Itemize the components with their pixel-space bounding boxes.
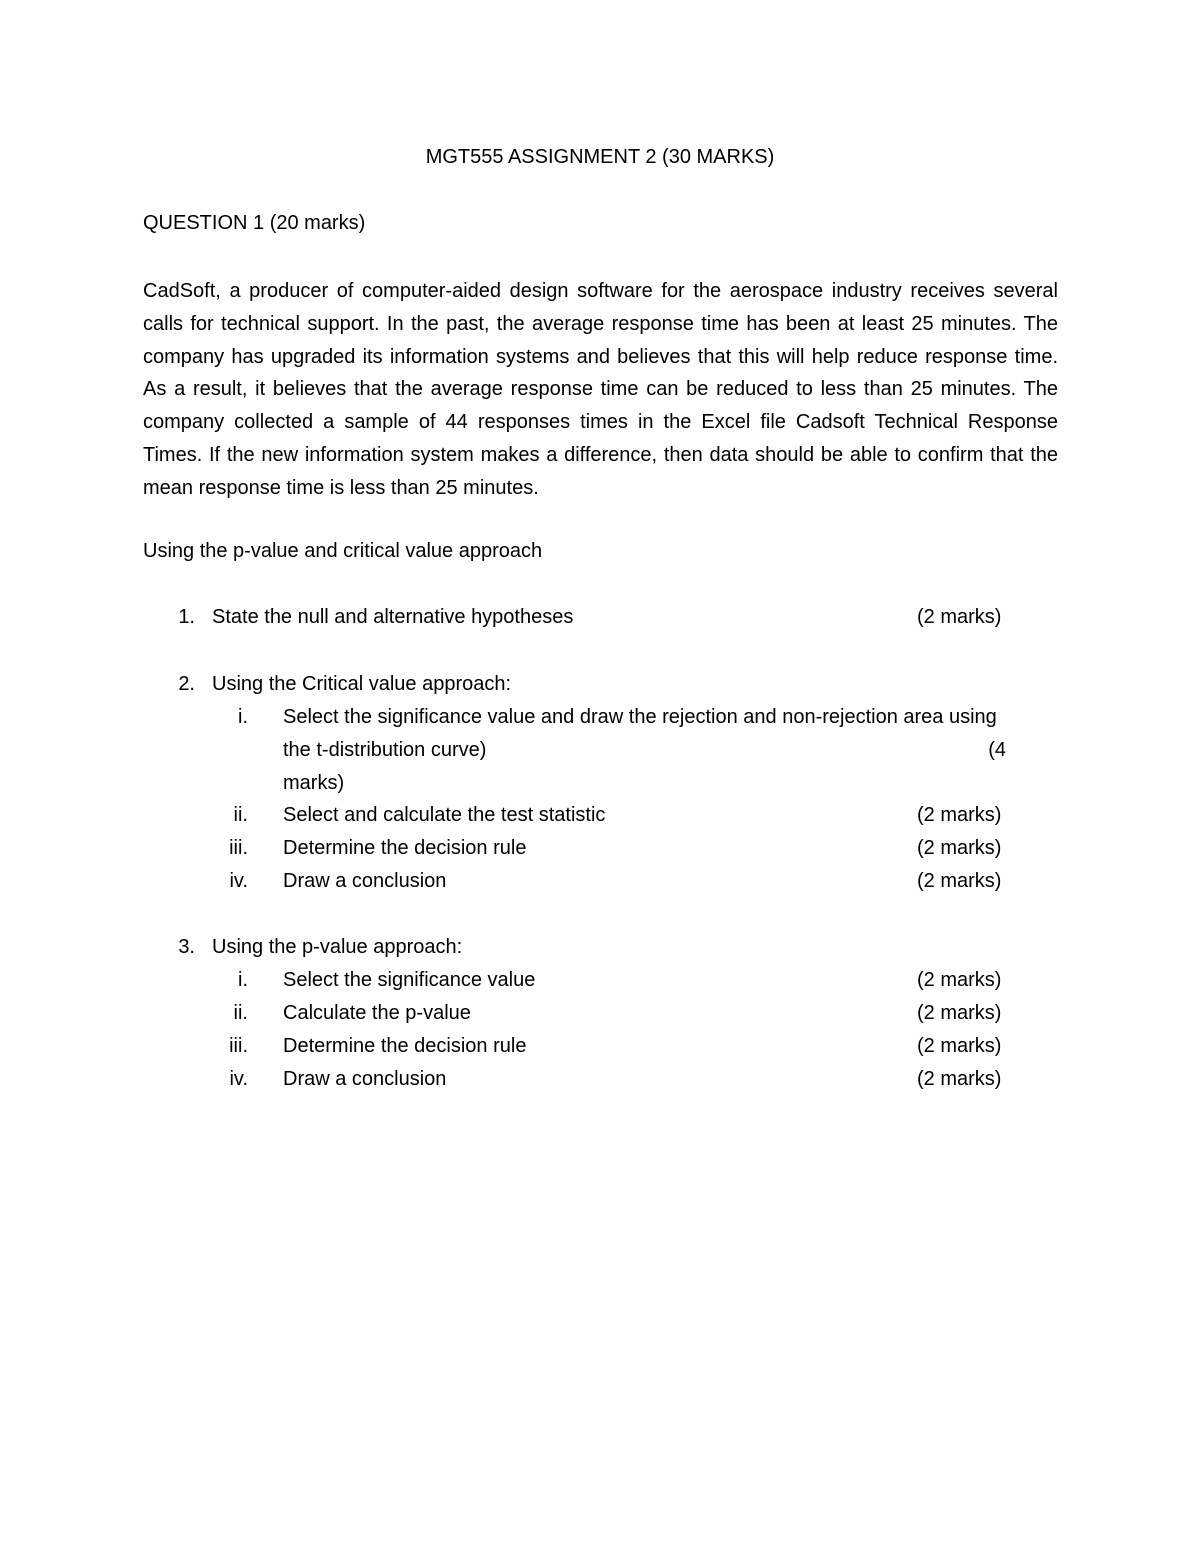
sub-item-number: i. [238,969,248,991]
sub-item-text: Draw a conclusion [283,870,447,892]
sub-list-item [0,869,1200,902]
question-heading: QUESTION 1 (20 marks) [143,212,366,234]
sub-item-number: i. [238,706,248,728]
sub-item-number: iii. [229,837,248,859]
item-text: Using the Critical value approach: [212,673,512,695]
sub-item-text: Select the significance value [283,969,536,991]
marks-label: (2 marks) [917,804,1002,826]
sub-list-item [0,1034,1200,1067]
sub-item-text: Determine the decision rule [283,837,527,859]
sub-list-item [0,1001,1200,1034]
marks-label: (2 marks) [917,870,1002,892]
sub-item-number: ii. [233,804,248,826]
item-text: Using the p-value approach: [212,936,463,958]
marks-label: (2 marks) [917,606,1002,628]
sub-list-item [0,705,1200,805]
sub-item-number: iv. [229,870,248,892]
approach-instruction: Using the p-value and critical value approach [143,540,543,562]
item-number: 3. [178,936,195,958]
document-title: MGT555 ASSIGNMENT 2 (30 MARKS) [425,146,775,168]
list-item [0,935,1200,968]
sub-item-text: Calculate the p-value [283,1002,471,1024]
sub-item-line [283,734,1058,767]
intro-paragraph: CadSoft, a producer of computer-aided design software for the aerospace industry receives several calls for technical support. In the past, the average response time has been at least 25 minutes. The company has upgraded its information systems and believes that this will help reduce response time. As a result, it believes that the average response time can be reduced to less than 25 minutes. The company collected a sample of 44 responses times in the Excel file Cadsoft Technical Response Times. If the new information system makes a difference, then data should be able to confirm that the mean response time is less than 25 minutes. [143,280,1058,499]
sub-list-item [0,803,1200,836]
item-text: State the null and alternative hypotheses [212,606,574,628]
sub-list-item [0,968,1200,1001]
sub-item-text: Draw a conclusion [283,1068,447,1090]
marks-label: (4 [988,738,1006,761]
sub-list-item [0,836,1200,869]
marks-label: (2 marks) [917,969,1002,991]
sub-item-number: iii. [229,1035,248,1057]
sub-item-line: Select the significance value and draw the rejection and non-rejection area using [283,706,997,728]
sub-item-line-text: the t-distribution curve) [283,738,487,761]
marks-label-continued: marks) [283,771,345,794]
sub-list-item [0,1067,1200,1100]
marks-label: (2 marks) [917,837,1002,859]
sub-item-text: Select and calculate the test statistic [283,804,606,826]
sub-item-text [283,701,1058,799]
marks-label: (2 marks) [917,1068,1002,1090]
marks-label: (2 marks) [917,1035,1002,1057]
list-item [0,605,1200,638]
marks-label: (2 marks) [917,1002,1002,1024]
item-number: 1. [178,606,195,628]
item-number: 2. [178,673,195,695]
sub-item-number: ii. [233,1002,248,1024]
sub-item-text: Determine the decision rule [283,1035,527,1057]
sub-item-number: iv. [229,1068,248,1090]
